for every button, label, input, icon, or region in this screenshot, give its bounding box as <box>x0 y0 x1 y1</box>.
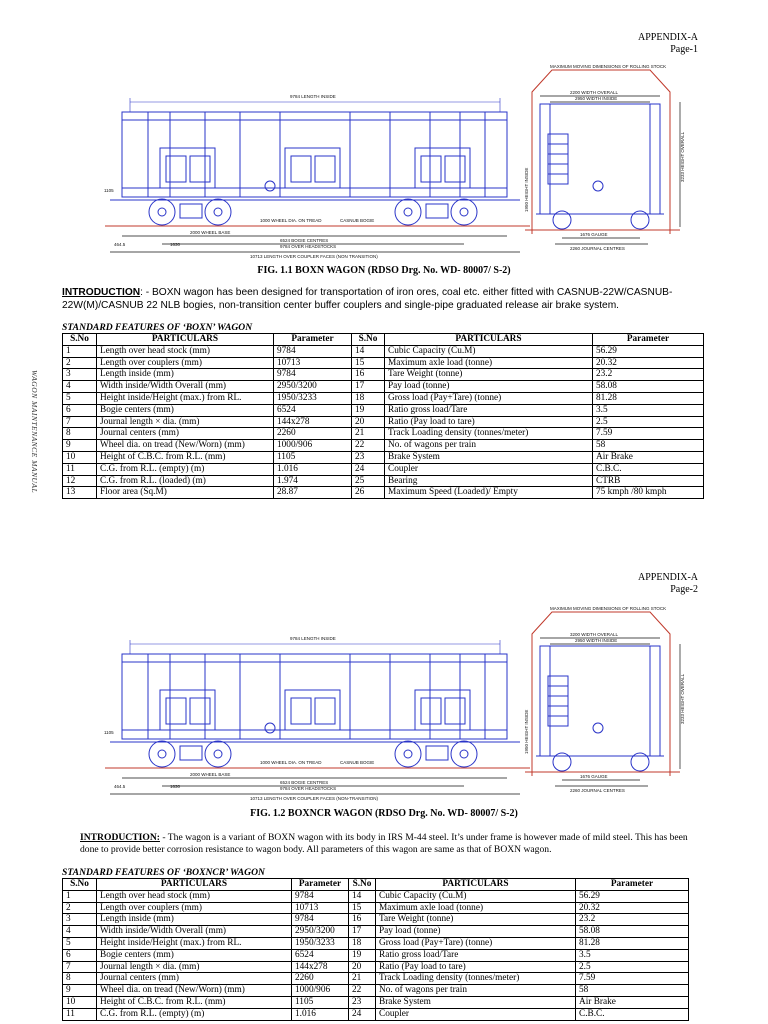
table-row <box>63 475 704 487</box>
dim-cbc-height: 1105 <box>104 188 114 193</box>
end-height-overall: 3233 HEIGHT OVERALL <box>680 131 685 182</box>
table-row <box>63 973 689 985</box>
cell-particular-left: Bogie centers (mm) <box>97 949 292 961</box>
page2-figure-caption: FIG. 1.2 BOXNCR WAGON (RDSO Drg. No. WD- 80007/ S-2) <box>250 808 518 819</box>
table-row <box>63 451 704 463</box>
cell-parameter-right: 58.08 <box>576 926 689 938</box>
cell-parameter-left: 2950/3200 <box>292 926 349 938</box>
cell-sno-left: 3 <box>63 369 97 381</box>
cell-particular-right: Ratio (Pay load to tare) <box>376 961 576 973</box>
cell-parameter-right: 20.32 <box>593 357 704 369</box>
dim-coupler-faces: 10713 LENGTH OVER COUPLER FACES (NON TRANSITION) <box>250 254 378 259</box>
cell-parameter-right: 2.5 <box>576 961 689 973</box>
cell-particular-right: Cubic Capacity (Cu.M) <box>376 890 576 902</box>
end-width-inside: 2950 WIDTH INSIDE <box>575 96 618 101</box>
cell-parameter-right: 23.2 <box>593 369 704 381</box>
table-row <box>63 996 689 1008</box>
cell-particular-left: Bogie centers (mm) <box>97 404 274 416</box>
cell-sno-left: 3 <box>63 914 97 926</box>
cell-sno-right: 15 <box>349 902 376 914</box>
dim-length-inside: 9784 LENGTH INSIDE <box>290 636 336 641</box>
page2-spec-header-row <box>63 879 689 891</box>
dim-overhang: 464.5 <box>114 242 126 247</box>
cell-sno-left: 13 <box>63 487 97 499</box>
page1-col-parameter-2: Parameter <box>593 334 704 346</box>
cell-parameter-right: 81.28 <box>593 392 704 404</box>
cell-sno-left: 7 <box>63 416 97 428</box>
table-row <box>63 392 704 404</box>
cell-sno-left: 1 <box>63 345 97 357</box>
end-max-moving-dims: MAXIMUM MOVING DIMENSIONS OF ROLLING STOCK <box>550 64 667 69</box>
cell-parameter-left: 2260 <box>274 428 352 440</box>
cell-parameter-right: 23.2 <box>576 914 689 926</box>
page2-appendix: APPENDIX-A <box>638 572 698 583</box>
cell-sno-left: 2 <box>63 902 97 914</box>
page2-col-sno-2: S.No <box>349 879 376 891</box>
table-row <box>63 487 704 499</box>
cell-parameter-left: 2950/3200 <box>274 381 352 393</box>
cell-particular-right: Brake System <box>385 451 593 463</box>
table-row <box>63 440 704 452</box>
cell-particular-left: Wheel dia. on tread (New/Worn) (mm) <box>97 440 274 452</box>
cell-parameter-left: 1950/3233 <box>274 392 352 404</box>
cell-parameter-right: 20.32 <box>576 902 689 914</box>
cell-particular-right: Ratio (Pay load to tare) <box>385 416 593 428</box>
cell-sno-left: 4 <box>63 926 97 938</box>
cell-parameter-right: 2.5 <box>593 416 704 428</box>
page2-col-particulars-2: PARTICULARS <box>376 879 576 891</box>
page2-header <box>600 572 698 596</box>
table-row <box>63 428 704 440</box>
cell-sno-right: 19 <box>349 949 376 961</box>
cell-particular-left: C.G. from R.L. (loaded) (m) <box>97 475 274 487</box>
end-width-overall: 2200 WIDTH OVERALL <box>570 90 619 95</box>
table-row <box>63 404 704 416</box>
cell-sno-right: 17 <box>349 926 376 938</box>
cell-particular-right: Gross load (Pay+Tare) (tonne) <box>376 937 576 949</box>
page2-page-number: Page-2 <box>670 584 698 595</box>
table-row <box>63 985 689 997</box>
cell-parameter-right: 56.29 <box>576 890 689 902</box>
dim-1630: 1630 <box>170 784 181 789</box>
cell-sno-left: 9 <box>63 985 97 997</box>
cell-sno-right: 14 <box>349 890 376 902</box>
cell-sno-right: 23 <box>352 451 385 463</box>
end-width-inside: 2950 WIDTH INSIDE <box>575 638 618 643</box>
cell-parameter-left: 6524 <box>292 949 349 961</box>
cell-parameter-right: 7.59 <box>576 973 689 985</box>
dim-cbc-height: 1105 <box>104 730 114 735</box>
table-row <box>63 463 704 475</box>
cell-particular-left: Journal centers (mm) <box>97 973 292 985</box>
cell-sno-left: 5 <box>63 937 97 949</box>
dim-bogie-centres: 6524 BOGIE CENTRES <box>280 780 329 785</box>
cell-parameter-left: 10713 <box>274 357 352 369</box>
cell-sno-right: 26 <box>352 487 385 499</box>
cell-sno-left: 6 <box>63 949 97 961</box>
page1-col-particulars-1: PARTICULARS <box>97 334 274 346</box>
cell-parameter-right: C.B.C. <box>593 463 704 475</box>
cell-parameter-right: 3.5 <box>593 404 704 416</box>
cell-particular-left: Length over couplers (mm) <box>97 902 292 914</box>
cell-particular-left: Journal length × dia. (mm) <box>97 961 292 973</box>
page1-intro-text: : - BOXN wagon has been designed for transportation of iron ores, coal etc. either fitted with CASNUB-22W/CASNUB-22W(M)/CASNUB 22 NLB bogies, non-transition center buffer couplers and single-pipe graduated release air brake system. <box>62 287 673 311</box>
cell-particular-right: Pay load (tonne) <box>385 381 593 393</box>
page1-col-sno-1: S.No <box>63 334 97 346</box>
dim-bogie-centres: 6524 BOGIE CENTRES <box>280 238 329 243</box>
cell-sno-right: 22 <box>352 440 385 452</box>
cell-parameter-left: 2260 <box>292 973 349 985</box>
cell-particular-right: No. of wagons per train <box>385 440 593 452</box>
page1-page-number: Page-1 <box>670 44 698 55</box>
cell-parameter-right: 3.5 <box>576 949 689 961</box>
cell-parameter-right: 81.28 <box>576 937 689 949</box>
table-row <box>63 1008 689 1020</box>
cell-particular-right: Maximum axle load (tonne) <box>385 357 593 369</box>
cell-parameter-left: 9784 <box>274 369 352 381</box>
cell-sno-left: 12 <box>63 475 97 487</box>
cell-parameter-right: 56.29 <box>593 345 704 357</box>
cell-particular-left: C.G. from R.L. (empty) (m) <box>97 463 274 475</box>
cell-sno-left: 6 <box>63 404 97 416</box>
page2-spec-table <box>62 878 689 1021</box>
page2-wagon-drawing <box>100 604 700 804</box>
end-gauge: 1676 GAUGE <box>580 774 608 779</box>
cell-particular-right: Gross load (Pay+Tare) (tonne) <box>385 392 593 404</box>
cell-sno-right: 16 <box>352 369 385 381</box>
table-row <box>63 369 704 381</box>
dim-length-inside: 9784 LENGTH INSIDE <box>290 94 336 99</box>
page1-col-particulars-2: PARTICULARS <box>385 334 593 346</box>
page2-col-parameter-2: Parameter <box>576 879 689 891</box>
table-row <box>63 949 689 961</box>
cell-particular-right: No. of wagons per train <box>376 985 576 997</box>
cell-sno-right: 24 <box>349 1008 376 1020</box>
cell-particular-left: Height of C.B.C. from R.L. (mm) <box>97 451 274 463</box>
cell-parameter-left: 1000/906 <box>274 440 352 452</box>
cell-particular-right: Bearing <box>385 475 593 487</box>
page1-header <box>600 32 698 56</box>
cell-sno-right: 18 <box>352 392 385 404</box>
cell-particular-right: Pay load (tonne) <box>376 926 576 938</box>
dim-casnub-bogie: CASNUB BOGIE <box>340 760 375 765</box>
cell-particular-right: Cubic Capacity (Cu.M) <box>385 345 593 357</box>
cell-sno-right: 20 <box>352 416 385 428</box>
cell-particular-left: Height of C.B.C. from R.L. (mm) <box>97 996 292 1008</box>
cell-parameter-left: 1.016 <box>274 463 352 475</box>
cell-parameter-left: 28.87 <box>274 487 352 499</box>
cell-particular-left: C.G. from R.L. (empty) (m) <box>97 1008 292 1020</box>
dim-overhang: 464.5 <box>114 784 126 789</box>
end-height-overall: 3233 HEIGHT OVERALL <box>680 673 685 724</box>
cell-sno-right: 14 <box>352 345 385 357</box>
cell-parameter-left: 1105 <box>274 451 352 463</box>
cell-particular-left: Floor area (Sq.M) <box>97 487 274 499</box>
page2-introduction <box>80 832 700 855</box>
page1-standard-features-title: STANDARD FEATURES OF ‘BOXN’ WAGON <box>62 322 253 333</box>
cell-parameter-left: 144x278 <box>292 961 349 973</box>
cell-parameter-right: 58 <box>593 440 704 452</box>
cell-sno-left: 8 <box>63 973 97 985</box>
cell-sno-right: 21 <box>349 973 376 985</box>
cell-sno-left: 10 <box>63 451 97 463</box>
cell-parameter-right: 58 <box>576 985 689 997</box>
end-height-inside: 1950 HEIGHT INSIDE <box>524 167 529 212</box>
cell-parameter-left: 144x278 <box>274 416 352 428</box>
cell-particular-right: Coupler <box>376 1008 576 1020</box>
cell-sno-left: 9 <box>63 440 97 452</box>
cell-particular-right: Tare Weight (tonne) <box>376 914 576 926</box>
cell-particular-left: Width inside/Width Overall (mm) <box>97 926 292 938</box>
dim-wheel-base: 2000 WHEEL BASE <box>190 772 231 777</box>
page2-intro-label: INTRODUCTION: <box>80 832 160 843</box>
cell-sno-right: 17 <box>352 381 385 393</box>
cell-particular-right: Maximum Speed (Loaded)/ Empty <box>385 487 593 499</box>
cell-parameter-left: 1000/906 <box>292 985 349 997</box>
cell-particular-right: Track Loading density (tonnes/meter) <box>385 428 593 440</box>
dim-1630: 1630 <box>170 242 181 247</box>
page2-col-parameter-1: Parameter <box>292 879 349 891</box>
page2-standard-features-title: STANDARD FEATURES OF ‘BOXNCR’ WAGON <box>62 867 265 878</box>
table-row <box>63 914 689 926</box>
dim-wheel-base: 2000 WHEEL BASE <box>190 230 231 235</box>
cell-parameter-right: CTRB <box>593 475 704 487</box>
cell-sno-right: 20 <box>349 961 376 973</box>
cell-sno-right: 24 <box>352 463 385 475</box>
table-row <box>63 357 704 369</box>
cell-particular-left: Width inside/Width Overall (mm) <box>97 381 274 393</box>
cell-parameter-right: C.B.C. <box>576 1008 689 1020</box>
cell-particular-left: Length over head stock (mm) <box>97 345 274 357</box>
cell-parameter-right: 58.08 <box>593 381 704 393</box>
cell-parameter-left: 1105 <box>292 996 349 1008</box>
cell-sno-right: 25 <box>352 475 385 487</box>
table-row <box>63 961 689 973</box>
page1-wagon-drawing <box>100 62 700 262</box>
table-row <box>63 381 704 393</box>
dim-coupler-faces: 10713 LENGTH OVER COUPLER FACES (NON-TRANSITION) <box>250 796 379 801</box>
cell-particular-left: Length inside (mm) <box>97 914 292 926</box>
dim-casnub-bogie: CASNUB BOGIE <box>340 218 375 223</box>
page1-appendix: APPENDIX-A <box>638 32 698 43</box>
cell-particular-right: Ratio gross load/Tare <box>385 404 593 416</box>
cell-particular-right: Track Loading density (tonnes/meter) <box>376 973 576 985</box>
cell-particular-right: Ratio gross load/Tare <box>376 949 576 961</box>
cell-sno-right: 23 <box>349 996 376 1008</box>
table-row <box>63 345 704 357</box>
cell-particular-left: Length over couplers (mm) <box>97 357 274 369</box>
cell-particular-right: Brake System <box>376 996 576 1008</box>
cell-particular-left: Length inside (mm) <box>97 369 274 381</box>
cell-sno-left: 11 <box>63 1008 97 1020</box>
page1-col-sno-2: S.No <box>352 334 385 346</box>
end-journal-centres: 2260 JOURNAL CENTRES <box>570 246 625 251</box>
cell-sno-left: 11 <box>63 463 97 475</box>
cell-sno-left: 8 <box>63 428 97 440</box>
page1-spec-table <box>62 333 704 499</box>
end-height-inside: 1950 HEIGHT INSIDE <box>524 709 529 754</box>
cell-particular-right: Tare Weight (tonne) <box>385 369 593 381</box>
cell-sno-left: 1 <box>63 890 97 902</box>
dim-wheel-dia: 1000 WHEEL DIA. ON TREAD <box>260 218 322 223</box>
cell-parameter-left: 6524 <box>274 404 352 416</box>
table-row <box>63 926 689 938</box>
cell-particular-left: Journal length × dia. (mm) <box>97 416 274 428</box>
cell-sno-right: 15 <box>352 357 385 369</box>
cell-parameter-right: 7.59 <box>593 428 704 440</box>
end-max-moving-dims: MAXIMUM MOVING DIMENSIONS OF ROLLING STOCK <box>550 606 667 611</box>
cell-sno-left: 7 <box>63 961 97 973</box>
page2-col-particulars-1: PARTICULARS <box>97 879 292 891</box>
page1-introduction <box>62 286 702 312</box>
end-gauge: 1676 GAUGE <box>580 232 608 237</box>
cell-particular-left: Journal centers (mm) <box>97 428 274 440</box>
cell-sno-right: 19 <box>352 404 385 416</box>
cell-sno-left: 10 <box>63 996 97 1008</box>
cell-parameter-left: 9784 <box>274 345 352 357</box>
cell-particular-right: Maximum axle load (tonne) <box>376 902 576 914</box>
cell-parameter-right: 75 kmph /80 kmph <box>593 487 704 499</box>
cell-particular-left: Length over head stock (mm) <box>97 890 292 902</box>
dim-over-headstocks: 9784 OVER HEADSTOCKS <box>280 786 337 791</box>
page2-intro-text: - The wagon is a variant of BOXN wagon with its body in IRS M-44 steel. It’s under frame is however made of mild steel. This has been done to provide better corrosion resistance to wagon body. All parameters of this wagon are same as that of BOXN wagon. <box>80 832 688 855</box>
cell-sno-right: 21 <box>352 428 385 440</box>
cell-parameter-left: 9784 <box>292 890 349 902</box>
cell-parameter-left: 9784 <box>292 914 349 926</box>
end-width-overall: 3200 WIDTH OVERALL <box>570 632 619 637</box>
cell-parameter-left: 1950/3233 <box>292 937 349 949</box>
cell-particular-left: Wheel dia. on tread (New/Worn) (mm) <box>97 985 292 997</box>
table-row <box>63 416 704 428</box>
cell-parameter-left: 10713 <box>292 902 349 914</box>
cell-particular-right: Coupler <box>385 463 593 475</box>
cell-parameter-left: 1.016 <box>292 1008 349 1020</box>
cell-particular-left: Height inside/Height (max.) from RL. <box>97 392 274 404</box>
table-row <box>63 937 689 949</box>
cell-parameter-left: 1.974 <box>274 475 352 487</box>
cell-parameter-right: Air Brake <box>576 996 689 1008</box>
cell-parameter-right: Air Brake <box>593 451 704 463</box>
cell-sno-left: 2 <box>63 357 97 369</box>
page1-intro-label: INTRODUCTION <box>62 287 141 298</box>
cell-sno-right: 22 <box>349 985 376 997</box>
page1-spec-header-row <box>63 334 704 346</box>
cell-sno-left: 5 <box>63 392 97 404</box>
cell-particular-left: Height inside/Height (max.) from RL. <box>97 937 292 949</box>
cell-sno-right: 18 <box>349 937 376 949</box>
page2-col-sno-1: S.No <box>63 879 97 891</box>
side-margin-text: WAGON MAINTENANCE MANUAL <box>30 370 39 494</box>
dim-wheel-dia: 1000 WHEEL DIA. ON TREAD <box>260 760 322 765</box>
table-row <box>63 902 689 914</box>
dim-over-headstocks: 9784 OVER HEADSTOCKS <box>280 244 337 249</box>
page1-figure-caption: FIG. 1.1 BOXN WAGON (RDSO Drg. No. WD- 80007/ S-2) <box>257 265 511 276</box>
end-journal-centres: 2260 JOURNAL CENTRES <box>570 788 625 793</box>
cell-sno-left: 4 <box>63 381 97 393</box>
cell-sno-right: 16 <box>349 914 376 926</box>
table-row <box>63 890 689 902</box>
page1-col-parameter-1: Parameter <box>274 334 352 346</box>
